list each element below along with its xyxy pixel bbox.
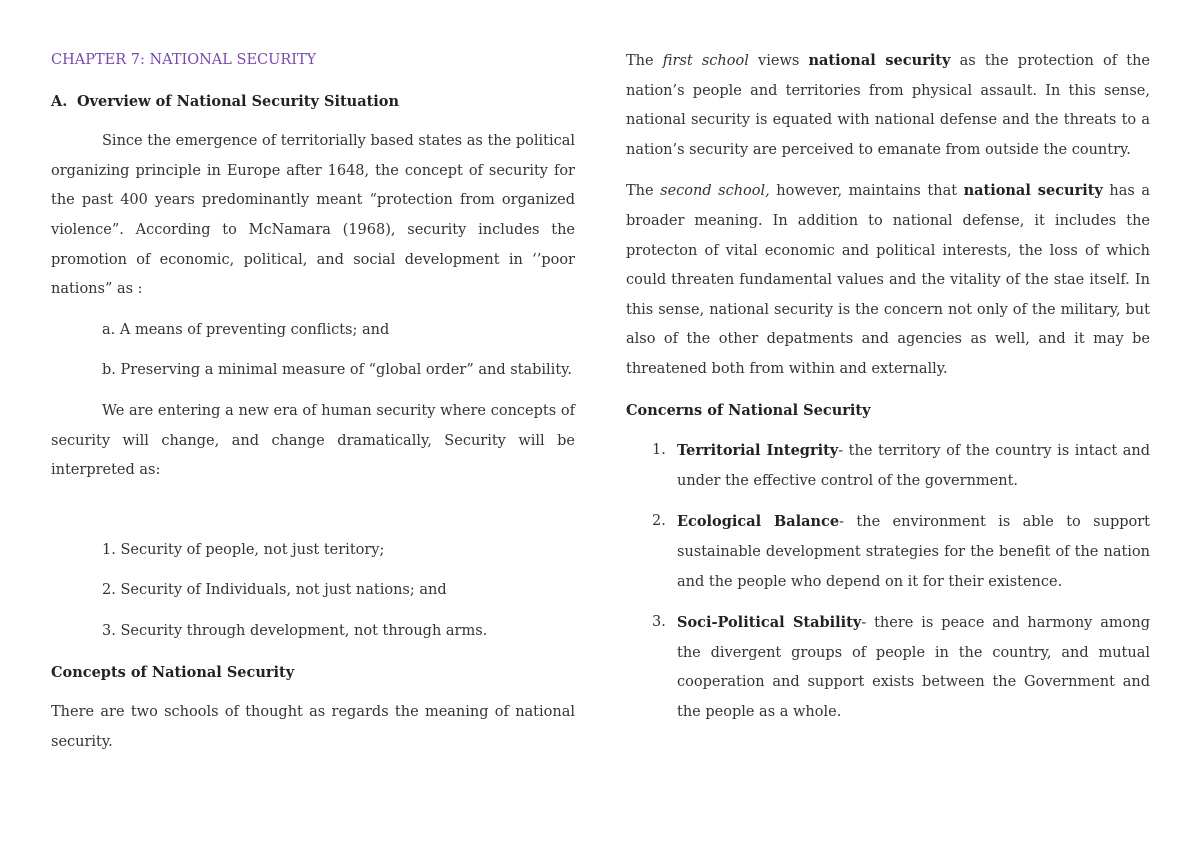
interpretation-item-3: 3. Security through development, not through arms. [102, 622, 488, 639]
concerns-list [626, 436, 1150, 727]
first-school-body: as the protection of the nation’s people and territories from physical assault. In this sense, national security is equated with national defense and the threats to a nation’s security are perceived to emanate from outside the country. [626, 53, 1151, 158]
list-item-text: - there is peace and harmony among the divergent groups of people in the country, and mutual cooperation and support exists between the Government and the people as a whole. [677, 615, 1150, 720]
section-heading [51, 87, 575, 117]
list-item-text: - the territory of the country is intact and under the effective control of the government. [677, 443, 1150, 489]
list-item [626, 436, 1150, 496]
first-school-keyword: national security [808, 52, 951, 69]
list-item [626, 507, 1150, 597]
second-school-keyword: national security [963, 182, 1103, 200]
right-column [626, 46, 1150, 727]
second-school-pre: The [626, 183, 661, 200]
list-item-number: 1. [652, 442, 666, 459]
chapter-title: CHAPTER 7: NATIONAL SECURITY [51, 52, 317, 68]
means-item-b: b. Preserving a minimal measure of “global order” and stability. [102, 362, 573, 379]
list-item-number: 3. [652, 614, 666, 631]
new-era-paragraph: We are entering a new era of human security where concepts of security will change, and change dramatically, Security will be interpreted as: [51, 402, 575, 479]
list-item-text: - the environment is able to support sustainable development strategies for the benefit of the nation and the people who depend on it for their existence. [677, 514, 1150, 590]
interpretation-item-2: 2. Security of Individuals, not just nations; and [102, 582, 447, 599]
second-school-body: has a broader meaning. In addition to national defense, it includes the protecton of vital economic and political interests, the loss of which could threaten fundamental values and the vitality of the stae itself. In this sense, national security is the concern not only of the military, but also of the other depatments and agencies as well, and it may be threatened both from within and externally. [626, 183, 1150, 377]
section-marker: A. [51, 92, 68, 110]
first-school-paragraph [626, 46, 1150, 165]
interpretation-item-1: 1. Security of people, not just teritory; [102, 541, 385, 558]
second-school-term: second school, [660, 183, 770, 200]
list-item [626, 608, 1150, 727]
concepts-heading: Concepts of National Security [51, 663, 295, 681]
concepts-paragraph: There are two schools of thought as regards the meaning of national security. [51, 704, 575, 750]
section-title: Overview of National Security Situation [77, 92, 400, 110]
list-item-term: Ecological Balance [677, 513, 840, 531]
second-school-paragraph [626, 176, 1150, 384]
first-school-term: first school [662, 53, 749, 69]
first-school-pre: The [626, 53, 663, 69]
concerns-heading: Concerns of National Security [626, 401, 871, 419]
means-item-a: a. A means of preventing conflicts; and [102, 321, 390, 338]
second-school-mid: however, maintains that [769, 183, 964, 200]
intro-paragraph: Since the emergence of territorially based states as the political organizing principle in Europe after 1648, the concept of security for the past 400 years predominantly meant “protection from organized violence”. According to McNamara (1968), security includes the promotion of economic, political, and social development in ‘’poor nations” as : [51, 133, 575, 298]
left-column [51, 46, 575, 757]
first-school-mid: views [748, 53, 809, 69]
list-item-term: Territorial Integrity [677, 442, 839, 460]
list-item-number: 2. [652, 513, 666, 530]
list-item-term: Soci-Political Stability [677, 614, 862, 632]
